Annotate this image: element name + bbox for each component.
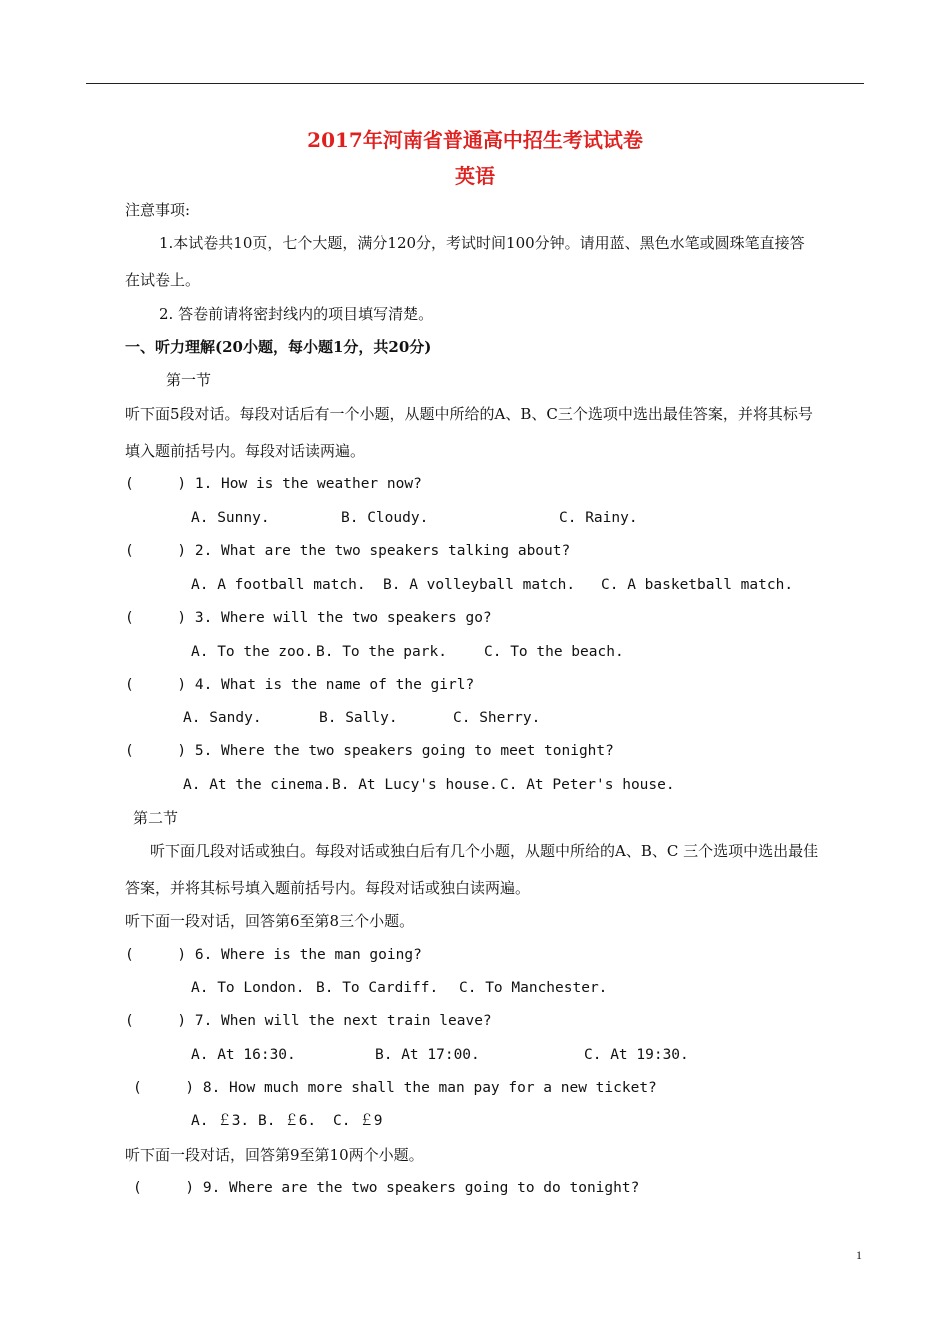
- question-5-option-b: B. At Lucy's house.: [332, 777, 498, 793]
- question-8-option-c: C. ￡9: [333, 1113, 383, 1129]
- question-6-option-c: C. To Manchester.: [459, 980, 608, 996]
- question-8-option-b: B. ￡6.: [258, 1113, 317, 1129]
- question-4-option-b: B. Sally.: [319, 710, 398, 726]
- exam-title: 2017年河南省普通高中招生考试试卷: [307, 128, 643, 152]
- question-6-option-a: A. To London.: [191, 980, 305, 996]
- header-rule: [86, 83, 864, 84]
- part-2-instructions-line-2: 答案，并将其标号填入题前括号内。每段对话或独白读两遍。: [125, 879, 531, 897]
- question-5-stem: ( ) 5. Where the two speakers going to meet tonight?: [125, 743, 614, 759]
- part-1-label: 第一节: [166, 371, 212, 389]
- notice-heading: 注意事项:: [125, 201, 191, 219]
- question-6-stem: ( ) 6. Where is the man going?: [125, 947, 422, 963]
- part-1-instructions-line-1: 听下面5段对话。每段对话后有一个小题，从题中所给的A、B、C三个选项中选出最佳答案，并将其标号: [125, 405, 813, 423]
- page-number: 1: [856, 1248, 862, 1262]
- question-5-option-a: A. At the cinema.: [183, 777, 332, 793]
- question-2-option-b: B. A volleyball match.: [383, 577, 576, 593]
- notice-item-1-line-2: 在试卷上。: [125, 271, 201, 289]
- question-4-option-c: C. Sherry.: [453, 710, 541, 726]
- question-7-stem: ( ) 7. When will the next train leave?: [125, 1013, 492, 1029]
- question-2-option-a: A. A football match.: [191, 577, 366, 593]
- part-2-instructions-line-1: 听下面几段对话或独白。每段对话或独白后有几个小题，从题中所给的A、B、C 三个选项中选出最佳: [150, 842, 819, 860]
- question-1-option-b: B. Cloudy.: [341, 510, 429, 526]
- question-1-option-c: C. Rainy.: [559, 510, 638, 526]
- exam-subject: 英语: [455, 164, 495, 188]
- notice-item-1-line-1: 1.本试卷共10页，七个大题，满分120分，考试时间100分钟。请用蓝、黑色水笔或圆珠笔直接答: [159, 234, 805, 252]
- question-3-option-b: B. To the park.: [316, 644, 447, 660]
- question-2-stem: ( ) 2. What are the two speakers talking about?: [125, 543, 571, 559]
- question-8-stem: ( ) 8. How much more shall the man pay for a new ticket?: [133, 1080, 657, 1096]
- notice-item-2: 2. 答卷前请将密封线内的项目填写清楚。: [159, 305, 434, 323]
- question-4-option-a: A. Sandy.: [183, 710, 262, 726]
- question-1-stem: ( ) 1. How is the weather now?: [125, 476, 422, 492]
- question-7-option-b: B. At 17:00.: [375, 1047, 480, 1063]
- question-5-option-c: C. At Peter's house.: [500, 777, 675, 793]
- question-6-option-b: B. To Cardiff.: [316, 980, 439, 996]
- question-1-option-a: A. Sunny.: [191, 510, 270, 526]
- group-1-instructions: 听下面一段对话，回答第6至第8三个小题。: [125, 912, 415, 930]
- group-2-instructions: 听下面一段对话，回答第9至第10两个小题。: [125, 1146, 424, 1164]
- question-3-stem: ( ) 3. Where will the two speakers go?: [125, 610, 492, 626]
- question-8-option-a: A. ￡3.: [191, 1113, 250, 1129]
- question-4-stem: ( ) 4. What is the name of the girl?: [125, 677, 475, 693]
- question-3-option-c: C. To the beach.: [484, 644, 624, 660]
- question-7-option-c: C. At 19:30.: [584, 1047, 689, 1063]
- question-7-option-a: A. At 16:30.: [191, 1047, 296, 1063]
- question-3-option-a: A. To the zoo.: [191, 644, 314, 660]
- part-1-instructions-line-2: 填入题前括号内。每段对话读两遍。: [125, 442, 366, 460]
- question-9-stem: ( ) 9. Where are the two speakers going to do tonight?: [133, 1180, 640, 1196]
- question-2-option-c: C. A basketball match.: [601, 577, 794, 593]
- part-2-label: 第二节: [133, 809, 179, 827]
- section-1-heading: 一、听力理解(20小题，每小题1分，共20分): [125, 338, 432, 356]
